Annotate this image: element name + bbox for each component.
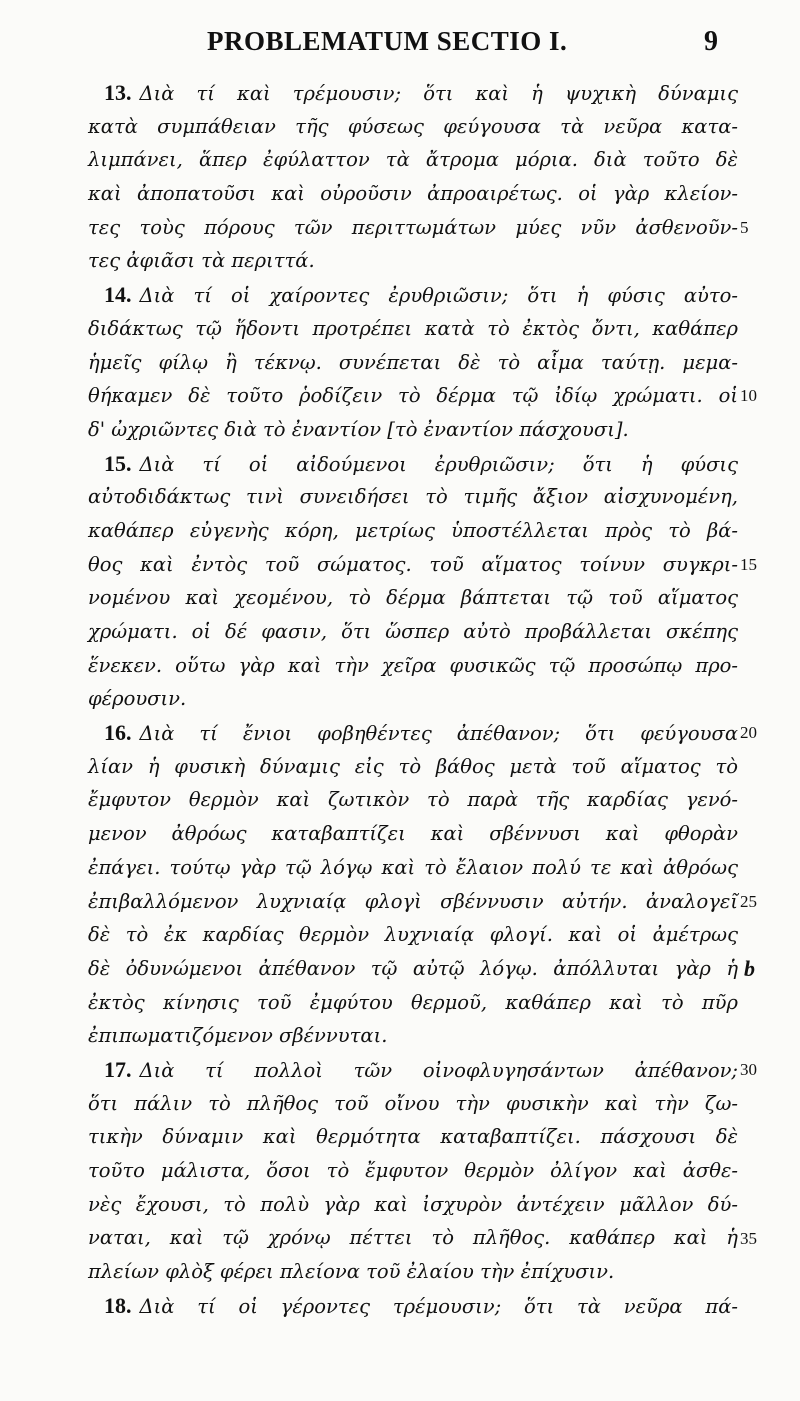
margin-line-number: 20 <box>740 723 757 743</box>
line-text: ἕνεκεν. οὕτω γὰρ καὶ τὴν χεῖρα φυσικῶς τῷ προσώπῳ προ- <box>88 653 738 677</box>
text-line <box>88 649 738 683</box>
text-line <box>88 312 738 346</box>
text-line <box>88 1221 738 1255</box>
text-line <box>88 581 738 615</box>
text-line <box>88 76 738 110</box>
text-line <box>88 817 738 851</box>
text-line <box>88 110 738 144</box>
line-text: δ' ὠχριῶντες διὰ τὸ ἐναντίον [τὸ ἐναντίον πάσχουσι]. <box>88 417 629 441</box>
text-line <box>88 244 738 278</box>
margin-line-number: 30 <box>740 1060 757 1080</box>
text-line <box>88 379 738 413</box>
line-text: κατὰ συμπάθειαν τῆς φύσεως φεύγουσα τὰ νεῦρα κατα- <box>88 114 738 138</box>
section-number: 13. <box>104 80 132 105</box>
text-line <box>88 514 738 548</box>
margin-line-number: 5 <box>740 217 749 237</box>
text-line <box>88 1255 738 1289</box>
section-number: 18. <box>104 1292 132 1318</box>
line-text: Διὰ τί πολλοὶ τῶν οἰνοφλυγησάντων ἀπέθανον; <box>139 1058 738 1082</box>
text-line <box>88 413 738 447</box>
margin-line-number: 10 <box>740 386 757 406</box>
text-line <box>88 851 738 885</box>
running-head: PROBLEMATUM SECTIO I. <box>207 26 568 56</box>
line-text: καὶ ἀποπατοῦσι καὶ οὐροῦσιν ἀπροαιρέτως. οἱ γὰρ κλείον- <box>88 182 738 206</box>
text-line <box>88 548 738 582</box>
text-line <box>88 1087 738 1121</box>
line-text: ναται, καὶ τῷ χρόνῳ πέττει τὸ πλῆθος. καθάπερ καὶ ἡ <box>88 1226 738 1250</box>
text-line <box>88 143 738 177</box>
line-text: ἐπάγει. τούτῳ γὰρ τῷ λόγῳ καὶ τὸ ἔλαιον πολύ τε καὶ ἀθρόως <box>88 855 738 879</box>
text-line <box>88 177 738 211</box>
line-text: θήκαμεν δὲ τοῦτο ῥοδίζειν τὸ δέρμα τῷ ἰδίῳ χρώματι. οἱ <box>88 384 738 408</box>
line-text: μενον ἀθρόως καταβαπτίζει καὶ σβέννυσι καὶ φθορὰν <box>88 822 738 846</box>
text-line <box>88 750 738 784</box>
main-text <box>88 76 738 1322</box>
line-text: θος καὶ ἐντὸς τοῦ σώματος. τοῦ αἵματος τοίνυν συγκρι- <box>88 552 738 576</box>
text-line <box>88 1289 738 1323</box>
line-text: δὲ ὀδυνώμενοι ἀπέθανον τῷ αὐτῷ λόγῳ. ἀπόλλυται γὰρ ἡ <box>88 956 738 980</box>
margin-line-number: b <box>744 956 755 982</box>
line-text: τοῦτο μάλιστα, ὅσοι τὸ ἔμφυτον θερμὸν ὀλίγον καὶ ἀσθε- <box>88 1159 738 1182</box>
line-text: πλείων φλὸξ φέρει πλείονα τοῦ ἐλαίου τὴν ἐπίχυσιν. <box>88 1260 615 1284</box>
section-number: 15. <box>104 450 132 476</box>
line-text: χρώματι. οἱ δέ φασιν, ὅτι ὥσπερ αὐτὸ προβάλλεται σκέπης <box>88 620 738 643</box>
text-line <box>88 1120 738 1154</box>
text-line <box>88 1154 738 1188</box>
text-line <box>88 716 738 750</box>
line-text: ἐπιπωματιζόμενον σβέννυται. <box>88 1024 388 1048</box>
line-text: λίαν ἡ φυσικὴ δύναμις εἰς τὸ βάθος μετὰ τοῦ αἵματος τὸ <box>88 754 738 778</box>
line-text: Διὰ τί οἱ χαίροντες ἐρυθριῶσιν; ὅτι ἡ φύσις αὐτο- <box>139 284 738 308</box>
line-text: διδάκτως τῷ ἥδοντι προτρέπει κατὰ τὸ ἐκτὸς ὄντι, καθάπερ <box>88 316 738 340</box>
line-text: φέρουσιν. <box>88 687 187 711</box>
line-text: αὐτοδιδάκτως τινὶ συνειδήσει τὸ τιμῆς ἄξιον αἰσχυνομένη, <box>88 485 738 509</box>
text-line <box>88 986 738 1020</box>
section-number: 16. <box>104 720 132 746</box>
page-header <box>0 26 800 66</box>
line-text: καθάπερ εὐγενὴς κόρη, μετρίως ὑποστέλλεται πρὸς τὸ βά- <box>88 518 738 542</box>
text-line <box>88 278 738 312</box>
line-text: λιμπάνει, ἅπερ ἐφύλαττον τὰ ἄτρομα μόρια. διὰ τοῦτο δὲ <box>88 148 738 172</box>
text-line <box>88 918 738 952</box>
line-text: ἐκτὸς κίνησις τοῦ ἐμφύτου θερμοῦ, καθάπερ καὶ τὸ πῦρ <box>88 990 738 1014</box>
line-text: Διὰ τί καὶ τρέμουσιν; ὅτι καὶ ἡ ψυχικὴ δύναμις <box>139 82 738 105</box>
line-text: ὅτι πάλιν τὸ πλῆθος τοῦ οἴνου τὴν φυσικὴν καὶ τὴν ζω- <box>88 1091 738 1115</box>
line-text: ἔμφυτον θερμὸν καὶ ζωτικὸν τὸ παρὰ τῆς καρδίας γενό- <box>88 788 738 812</box>
line-text: τες τοὺς πόρους τῶν περιττωμάτων μύες νῦν ἀσθενοῦν- <box>88 215 738 239</box>
margin-line-number: 15 <box>740 554 757 574</box>
section-number: 14. <box>104 282 132 308</box>
line-text: ἐπιβαλλόμενον λυχνιαίᾳ φλογὶ σβέννυσιν αὐτήν. ἀναλογεῖ <box>88 889 738 913</box>
text-line <box>88 447 738 481</box>
text-line <box>88 1019 738 1053</box>
text-line <box>88 952 738 986</box>
margin-line-number: 25 <box>740 891 757 911</box>
margin-line-number: 35 <box>740 1228 757 1248</box>
text-line <box>88 1053 738 1087</box>
text-line <box>88 211 738 245</box>
line-text: Διὰ τί οἱ γέροντες τρέμουσιν; ὅτι τὰ νεῦρα πά- <box>139 1294 738 1318</box>
line-text: νομένου καὶ χεομένου, τὸ δέρμα βάπτεται τῷ τοῦ αἵματος <box>88 586 738 610</box>
text-line <box>88 480 738 514</box>
line-text: Διὰ τί ἔνιοι φοβηθέντες ἀπέθανον; ὅτι φεύγουσα <box>139 722 738 746</box>
line-text: Διὰ τί οἱ αἰδούμενοι ἐρυθριῶσιν; ὅτι ἡ φύσις <box>139 452 738 476</box>
text-line <box>88 885 738 919</box>
section-number: 17. <box>104 1056 132 1082</box>
text-line <box>88 682 738 716</box>
line-text: τικὴν δύναμιν καὶ θερμότητα καταβαπτίζει. πάσχουσι δὲ <box>88 1125 738 1149</box>
line-text: ἡμεῖς φίλῳ ἢ τέκνῳ. συνέπεται δὲ τὸ αἷμα ταύτῃ. μεμα- <box>88 350 738 374</box>
text-line <box>88 615 738 649</box>
text-line <box>88 346 738 380</box>
text-line <box>88 1188 738 1222</box>
line-text: δὲ τὸ ἐκ καρδίας θερμὸν λυχνιαίᾳ φλογί. καὶ οἱ ἀμέτρως <box>88 923 738 947</box>
text-line <box>88 783 738 817</box>
line-text: τες ἀφιᾶσι τὰ περιττά. <box>88 249 315 273</box>
line-text: νὲς ἔχουσι, τὸ πολὺ γὰρ καὶ ἰσχυρὸν ἀντέχειν μᾶλλον δύ- <box>88 1192 738 1216</box>
page-number: 9 <box>704 26 718 57</box>
